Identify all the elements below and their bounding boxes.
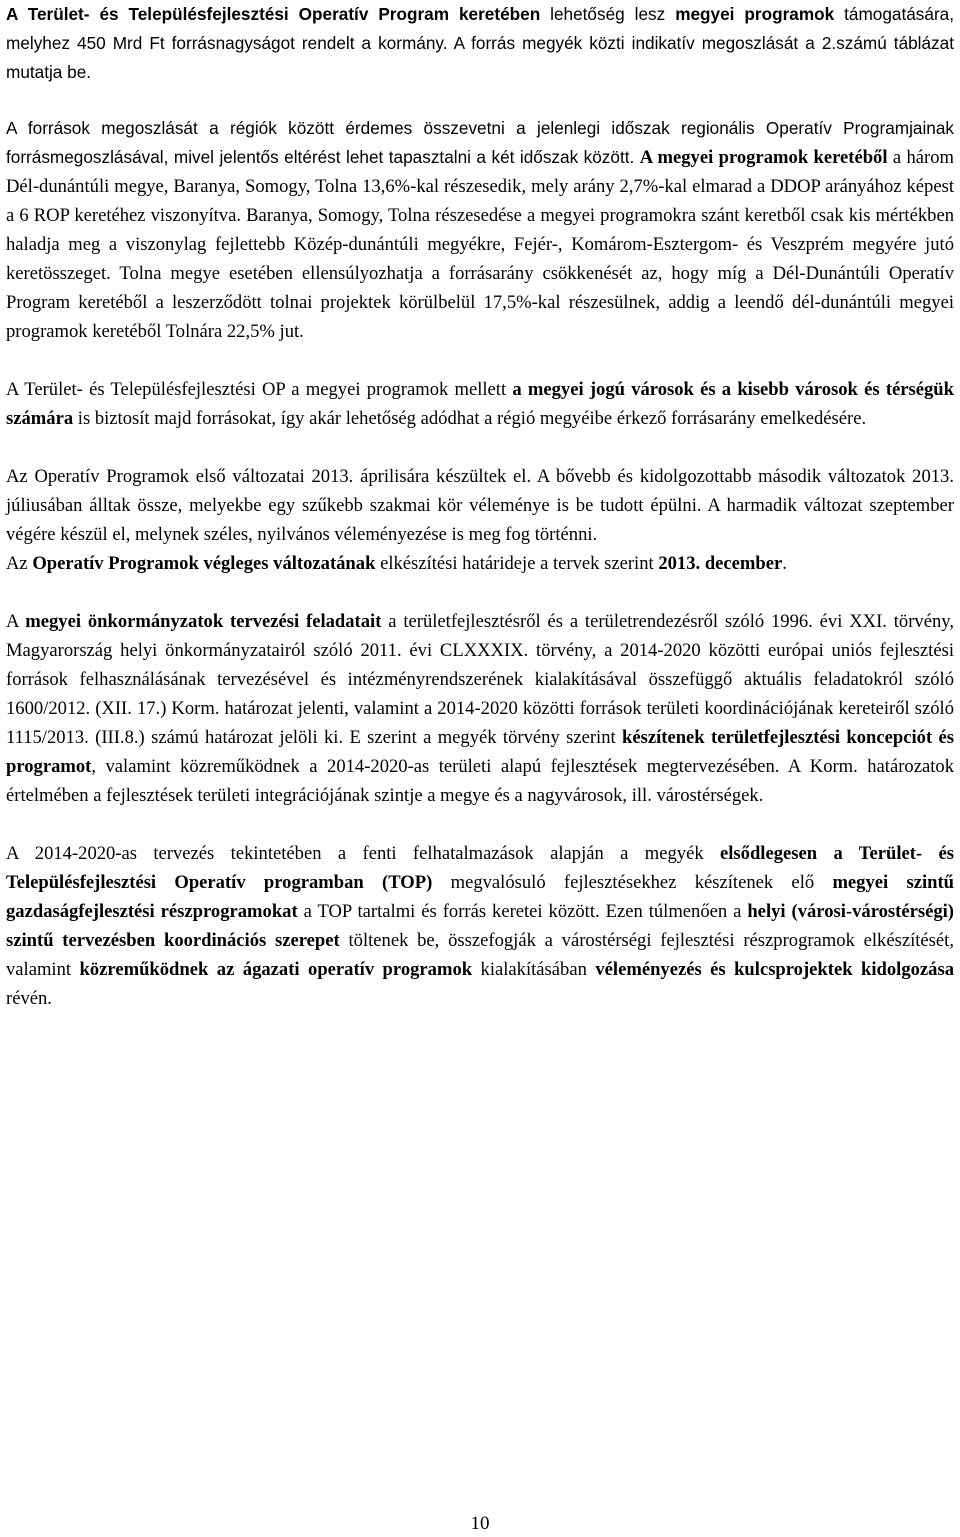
paragraph-4 bbox=[6, 462, 954, 549]
page-number: 10 bbox=[470, 1513, 490, 1534]
paragraph-7 bbox=[6, 839, 954, 1013]
text-run: A megyei programok keretéből bbox=[639, 147, 888, 168]
text-run: A Terület- és Településfejlesztési Operatív Program keretében bbox=[6, 4, 541, 24]
text-run: megvalósuló fejlesztésekhez készítenek elő bbox=[432, 872, 833, 893]
paragraph-3 bbox=[6, 375, 954, 433]
paragraph-2 bbox=[6, 114, 954, 346]
paragraph-6 bbox=[6, 607, 954, 810]
paragraph-1 bbox=[6, 0, 954, 87]
text-run: révén. bbox=[6, 988, 52, 1009]
text-run: lehetőség lesz bbox=[540, 4, 676, 24]
text-run: a megyei jogú városok és a kisebb városok és térségük számára bbox=[6, 379, 954, 429]
text-run: Az bbox=[6, 553, 33, 574]
text-run: A bbox=[6, 611, 26, 632]
text-run: A 2014-2020-as tervezés tekintetében a fenti felhatalmazások alapján a megyék bbox=[6, 843, 720, 864]
text-run: helyi (városi-várostérségi) szintű tervezésben koordinációs szerepet bbox=[6, 901, 954, 951]
text-run: megyei programok bbox=[675, 4, 835, 24]
text-run: közreműködnek az ágazati operatív programok bbox=[79, 959, 473, 980]
text-run: töltenek be, összefogják a várostérségi fejlesztési részprogramok elkészítését, valamint bbox=[6, 930, 954, 980]
text-run: , valamint közreműködnek a 2014-2020-as területi alapú fejlesztések megtervezésében. A Korm. határozatok értelmében a fejlesztések területi integrációjának szintje a megye és a nagyvárosok, ill. várostérségek. bbox=[6, 756, 954, 806]
text-run: a három Dél-dunántúli megye, Baranya, Somogy, Tolna 13,6%-kal részesedik, mely arány 2,7%-kal elmarad a DDOP arányához képest a 6 ROP keretéhez viszonyítva. Baranya, Somogy, Tolna részesedése a megyei programokra szánt keretből csak kis mértékben haladja meg a viszonylag fejlettebb Közép-dunántúli megyékre, Fejér-, Komárom-Esztergom- és Veszprém megyére jutó keretösszeget. Tolna megye esetében ellensúlyozhatja a forrásarány csökkenését az, hogy míg a Dél-Dunántúli Operatív Program keretéből a leszerződött tolnai projektek körülbelül 17,5%-kal részesülnek, addig a leendő dél-dunántúli megyei programok keretéből Tolnára 22,5% jut. bbox=[6, 147, 954, 342]
text-run: . bbox=[782, 553, 787, 574]
text-run: véleményezés és kulcsprojektek kidolgozása bbox=[595, 959, 954, 980]
text-run: kialakításában bbox=[472, 959, 596, 980]
text-run: Operatív Programok végleges változatának bbox=[32, 553, 376, 574]
text-run: készítenek területfejlesztési koncepciót és programot bbox=[6, 727, 954, 777]
text-run: a területfejlesztésről és a területrendezésről szóló 1996. évi XXI. törvény, Magyarország helyi önkormányzatairól szóló 2011. évi CLXXXIX. törvény, a 2014-2020 közötti európai uniós fejlesztési források felhasználásának tervezésével és intézményrendszerének kialakításával összefüggő aktuális feladatokról szóló 1600/2012. (XII. 17.) Korm. határozat jelenti, valamint a 2014-2020 közötti források területi koordinációjának kereteiről szóló 1115/2013. (III.8.) számú határozat jelöli ki. E szerint a megyék törvény szerint bbox=[6, 611, 955, 748]
text-run: elsődlegesen a Terület- és Településfejlesztési Operatív programban (TOP) bbox=[6, 843, 954, 893]
text-run: elkészítési határideje a tervek szerint bbox=[375, 553, 659, 574]
text-run: a TOP tartalmi és forrás keretei között. Ezen túlmenően a bbox=[297, 901, 748, 922]
text-run: megyei önkormányzatok tervezési feladatait bbox=[25, 611, 382, 632]
text-run: megyei szintű gazdaságfejlesztési részprogramokat bbox=[6, 872, 954, 922]
text-run: is biztosít majd forrásokat, így akár lehetőség adódhat a régió megyéibe érkező forrásarány emelkedésére. bbox=[73, 408, 867, 429]
text-run: A Terület- és Településfejlesztési OP a megyei programok mellett bbox=[6, 379, 513, 400]
text-run: 2013. december bbox=[658, 553, 783, 574]
paragraph-5 bbox=[6, 549, 954, 578]
document-page bbox=[6, 0, 954, 1013]
text-run: támogatására, melyhez 450 Mrd Ft forrásnagyságot rendelt a kormány. A forrás megyék közti indikatív megoszlását a 2.számú táblázat mutatja be. bbox=[6, 4, 955, 82]
text-run: A források megoszlását a régiók között érdemes összevetni a jelenlegi időszak regionális Operatív Programjainak forrásmegoszlásával, mivel jelentős eltérést lehet tapasztalni a két időszak között. bbox=[6, 118, 954, 167]
text-run: Az Operatív Programok első változatai 2013. áprilisára készültek el. A bővebb és kidolgozottabb második változatok 2013. júliusában álltak össze, melyekbe egy szűkebb szakmai kör véleménye is be tudott épülni. A harmadik változat szeptember végére készül el, melynek széles, nyilvános véleményezése is meg fog történni. bbox=[6, 466, 954, 545]
